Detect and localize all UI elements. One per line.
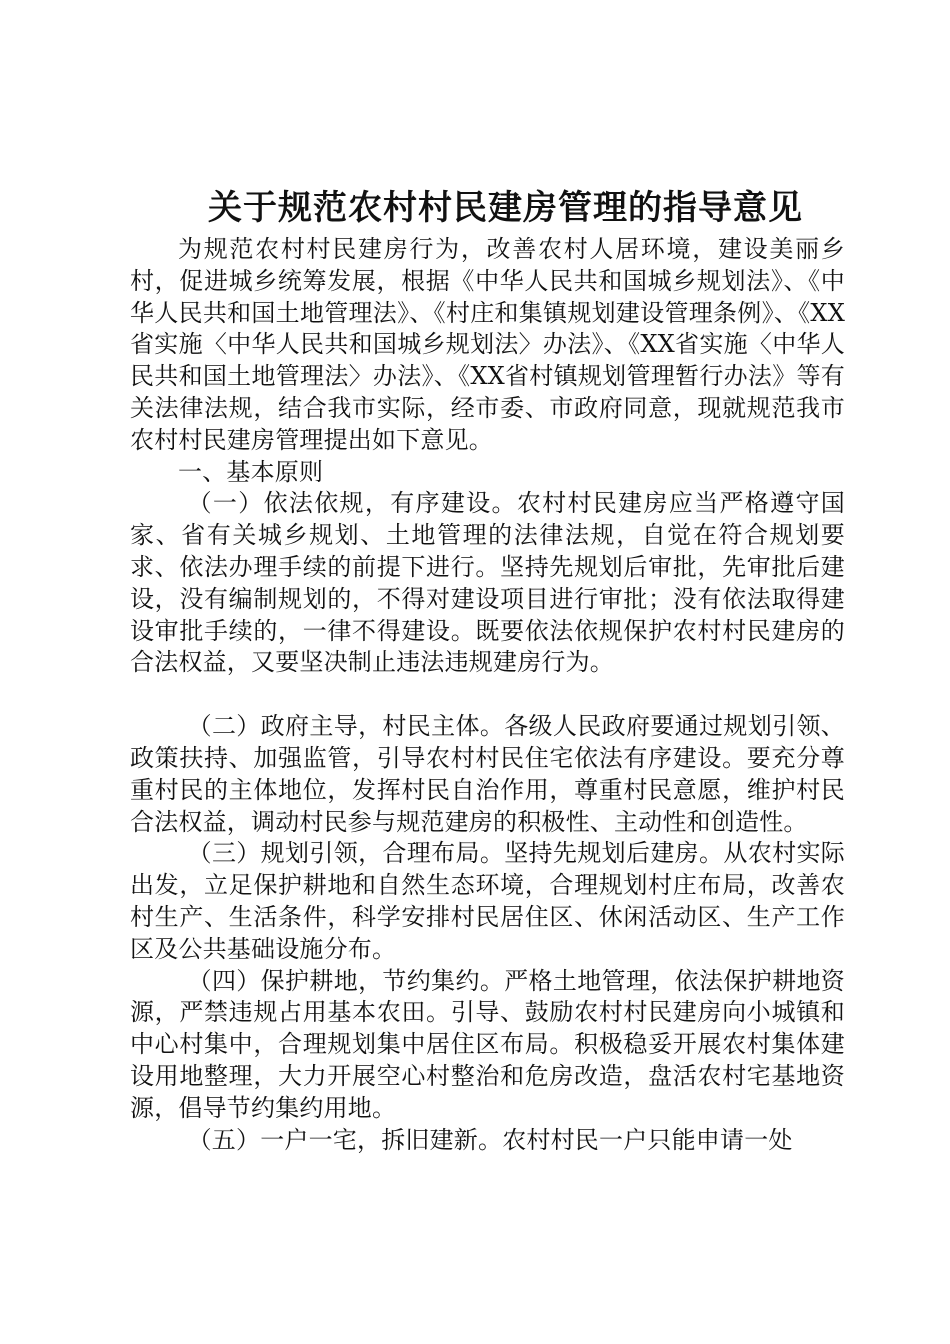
principle-paragraph: （二）政府主导，村民主体。各级人民政府要通过规划引领、政策扶持、加强监管，引导农村村民住宅依法有序建设。要充分尊重村民的主体地位，发挥村民自治作用，尊重村民意愿，维护村民合法权益，调动村民参与规范建房的积极性、主动性和创造性。 xyxy=(130,712,845,836)
document-title: 关于规范农村村民建房管理的指导意见 xyxy=(208,188,803,228)
intro-paragraph: 为规范农村村民建房行为，改善农村人居环境，建设美丽乡村，促进城乡统筹发展，根据《中华人民共和国城乡规划法》、《中华人民共和国土地管理法》、《村庄和集镇规划建设管理条例》、《XX省实施〈中华人民共和国城乡规划法〉办法》、《XX省实施〈中华人民共和国土地管理法〉办法》、《XX省村镇规划管理暂行办法》等有关法律法规，结合我市实际，经市委、市政府同意，现就规范我市农村村民建房管理提出如下意见。 xyxy=(130,235,845,454)
document-page xyxy=(130,186,845,1156)
section-heading: 一、基本原则 xyxy=(178,457,324,486)
principle-paragraph: （五）一户一宅，拆旧建新。农村村民一户只能申请一处 xyxy=(187,1125,793,1154)
principle-paragraph: （四）保护耕地，节约集约。严格土地管理，依法保护耕地资源，严禁违规占用基本农田。引导、鼓励农村村民建房向小城镇和中心村集中，合理规划集中居住区布局。积极稳妥开展农村集体建设用地整理，大力开展空心村整治和危房改造，盘活农村宅基地资源，倡导节约集约用地。 xyxy=(130,966,845,1122)
principle-paragraph: （三）规划引领，合理布局。坚持先规划后建房。从农村实际出发，立足保护耕地和自然生态环境，合理规划村庄布局，改善农村生产、生活条件，科学安排村民居住区、休闲活动区、生产工作区及公共基础设施分布。 xyxy=(130,839,845,963)
principle-paragraph: （一）依法依规，有序建设。农村村民建房应当严格遵守国家、省有关城乡规划、土地管理的法律法规，自觉在符合规划要求、依法办理手续的前提下进行。坚持先规划后审批，先审批后建设，没有编制规划的，不得对建设项目进行审批；没有依法取得建设审批手续的，一律不得建设。既要依法依规保护农村村民建房的合法权益，又要坚决制止违法违规建房行为。 xyxy=(130,489,845,677)
